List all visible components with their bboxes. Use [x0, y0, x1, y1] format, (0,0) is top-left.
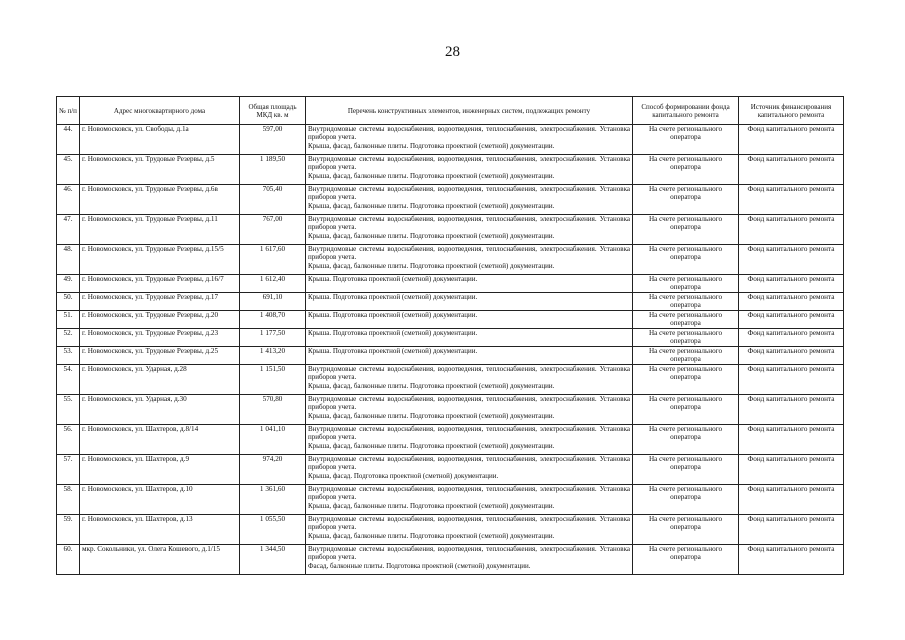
works-line: Крыша, фасад. Подготовка проектной (сметной) документации. — [308, 471, 499, 480]
row-works — [306, 311, 633, 329]
works-line: Внутридомовые системы водоснабжения, водоотведения, теплоснабжения, электроснабжения. Установка приборов учета. — [308, 545, 630, 562]
row-number: 57. — [57, 455, 80, 485]
row-source: Фонд капитального ремонта — [739, 215, 844, 245]
row-number: 50. — [57, 293, 80, 311]
row-address: г. Новомосковск, ул. Трудовые Резервы, д.6в — [80, 185, 240, 215]
row-method: На счете регионального оператора — [633, 245, 739, 275]
row-method: На счете регионального оператора — [633, 215, 739, 245]
row-address: г. Новомосковск, ул. Шахтеров, д.10 — [80, 485, 240, 515]
row-area: 691,10 — [240, 293, 306, 311]
row-area: 1 189,50 — [240, 155, 306, 185]
row-works — [306, 125, 633, 155]
works-line: Внутридомовые системы водоснабжения, водоотведения, теплоснабжения, электроснабжения. Установка приборов учета. — [308, 515, 630, 532]
row-address: г. Новомосковск, ул. Трудовые Резервы, д.15/5 — [80, 245, 240, 275]
header-address: Адрес многоквартирного дома — [80, 97, 240, 125]
works-line: Крыша, фасад, балконные плиты. Подготовка проектной (сметной) документации. — [308, 261, 555, 270]
table-row — [57, 329, 844, 347]
row-method: На счете регионального оператора — [633, 455, 739, 485]
row-area: 974,20 — [240, 455, 306, 485]
row-works — [306, 395, 633, 425]
row-number: 45. — [57, 155, 80, 185]
works-line: Крыша. Подготовка проектной (сметной) документации. — [308, 293, 478, 301]
works-line: Крыша, фасад, балконные плиты. Подготовка проектной (сметной) документации. — [308, 381, 555, 390]
row-area: 1 617,60 — [240, 245, 306, 275]
row-address: г. Новомосковск, ул. Шахтеров, д.9 — [80, 455, 240, 485]
row-method: На счете регионального оператора — [633, 185, 739, 215]
row-area: 705,40 — [240, 185, 306, 215]
row-source: Фонд капитального ремонта — [739, 545, 844, 575]
works-line: Внутридомовые системы водоснабжения, водоотведения, теплоснабжения, электроснабжения. Установка приборов учета. — [308, 365, 630, 382]
row-method: На счете регионального оператора — [633, 329, 739, 347]
row-works — [306, 215, 633, 245]
row-area: 1 413,20 — [240, 347, 306, 365]
table-row — [57, 365, 844, 395]
table-row — [57, 485, 844, 515]
works-line: Внутридомовые системы водоснабжения, водоотведения, теплоснабжения, электроснабжения. Установка приборов учета. — [308, 155, 630, 172]
row-area: 1 408,70 — [240, 311, 306, 329]
works-line: Крыша. Подготовка проектной (сметной) документации. — [308, 347, 478, 355]
row-area: 1 177,50 — [240, 329, 306, 347]
row-address: г. Новомосковск, ул. Трудовые Резервы, д.11 — [80, 215, 240, 245]
row-area: 1 041,10 — [240, 425, 306, 455]
works-line: Внутридомовые системы водоснабжения, водоотведения, теплоснабжения, электроснабжения. Установка приборов учета. — [308, 425, 630, 442]
table-row — [57, 125, 844, 155]
row-address: г. Новомосковск, ул. Ударная, д.28 — [80, 365, 240, 395]
table-row — [57, 275, 844, 293]
table-row — [57, 185, 844, 215]
row-number: 55. — [57, 395, 80, 425]
page-number: 28 — [445, 44, 460, 60]
row-method: На счете регионального оператора — [633, 125, 739, 155]
row-area: 1 055,50 — [240, 515, 306, 545]
row-number: 48. — [57, 245, 80, 275]
table-row — [57, 311, 844, 329]
row-method: На счете регионального оператора — [633, 515, 739, 545]
row-method: На счете регионального оператора — [633, 365, 739, 395]
row-source: Фонд капитального ремонта — [739, 275, 844, 293]
row-address: г. Новомосковск, ул. Трудовые Резервы, д.20 — [80, 311, 240, 329]
row-source: Фонд капитального ремонта — [739, 515, 844, 545]
works-line: Крыша, фасад, балконные плиты. Подготовка проектной (сметной) документации. — [308, 411, 555, 420]
works-line: Внутридомовые системы водоснабжения, водоотведения, теплоснабжения, электроснабжения. Установка приборов учета. — [308, 185, 630, 202]
row-number: 52. — [57, 329, 80, 347]
works-line: Крыша, фасад, балконные плиты. Подготовка проектной (сметной) документации. — [308, 201, 555, 210]
row-source: Фонд капитального ремонта — [739, 485, 844, 515]
row-area: 570,80 — [240, 395, 306, 425]
row-source: Фонд капитального ремонта — [739, 155, 844, 185]
row-number: 58. — [57, 485, 80, 515]
header-method: Способ формировании фонда капитального ремонта — [633, 97, 739, 125]
row-method: На счете регионального оператора — [633, 395, 739, 425]
row-works — [306, 245, 633, 275]
table-row — [57, 455, 844, 485]
row-works — [306, 425, 633, 455]
row-source: Фонд капитального ремонта — [739, 311, 844, 329]
works-line: Фасад, балконные плиты. Подготовка проектной (сметной) документации. — [308, 561, 531, 570]
row-method: На счете регионального оператора — [633, 545, 739, 575]
row-source: Фонд капитального ремонта — [739, 425, 844, 455]
header-source: Источник финансирования капитального ремонта — [739, 97, 844, 125]
header-number: № п/п — [57, 97, 80, 125]
header-works: Перечень конструктивных элементов, инженерных систем, подлежащих ремонту — [306, 97, 633, 125]
row-area: 1 344,50 — [240, 545, 306, 575]
row-number: 59. — [57, 515, 80, 545]
row-works — [306, 485, 633, 515]
row-address: г. Новомосковск, ул. Свободы, д.1а — [80, 125, 240, 155]
table-row — [57, 155, 844, 185]
table-row — [57, 293, 844, 311]
table-body — [57, 125, 844, 575]
works-line: Внутридомовые системы водоснабжения, водоотведения, теплоснабжения, электроснабжения. Установка приборов учета. — [308, 245, 630, 262]
row-works — [306, 329, 633, 347]
row-address: г. Новомосковск, ул. Трудовые Резервы, д.17 — [80, 293, 240, 311]
row-number: 56. — [57, 425, 80, 455]
row-number: 60. — [57, 545, 80, 575]
table-row — [57, 395, 844, 425]
row-address: г. Новомосковск, ул. Трудовые Резервы, д.5 — [80, 155, 240, 185]
works-line: Крыша. Подготовка проектной (сметной) документации. — [308, 311, 478, 319]
works-line: Крыша, фасад, балконные плиты. Подготовка проектной (сметной) документации. — [308, 231, 555, 240]
row-area: 1 151,50 — [240, 365, 306, 395]
works-line: Крыша. Подготовка проектной (сметной) документации. — [308, 275, 478, 283]
row-works — [306, 185, 633, 215]
row-method: На счете регионального оператора — [633, 425, 739, 455]
row-number: 47. — [57, 215, 80, 245]
works-line: Внутридомовые системы водоснабжения, водоотведения, теплоснабжения, электроснабжения. Установка приборов учета. — [308, 395, 630, 412]
row-source: Фонд капитального ремонта — [739, 125, 844, 155]
works-line: Крыша, фасад, балконные плиты. Подготовка проектной (сметной) документации. — [308, 171, 555, 180]
table-row — [57, 347, 844, 365]
row-source: Фонд капитального ремонта — [739, 395, 844, 425]
row-source: Фонд капитального ремонта — [739, 365, 844, 395]
row-area: 767,00 — [240, 215, 306, 245]
row-works — [306, 155, 633, 185]
works-line: Внутридомовые системы водоснабжения, водоотведения, теплоснабжения, электроснабжения. Установка приборов учета. — [308, 125, 630, 142]
row-source: Фонд капитального ремонта — [739, 347, 844, 365]
row-address: г. Новомосковск, ул. Трудовые Резервы, д.23 — [80, 329, 240, 347]
row-address: г. Новомосковск, ул. Трудовые Резервы, д.16/7 — [80, 275, 240, 293]
header-area: Общая площадь МКД кв. м — [240, 97, 306, 125]
row-number: 54. — [57, 365, 80, 395]
row-method: На счете регионального оператора — [633, 311, 739, 329]
row-method: На счете регионального оператора — [633, 347, 739, 365]
row-source: Фонд капитального ремонта — [739, 185, 844, 215]
row-source: Фонд капитального ремонта — [739, 329, 844, 347]
row-number: 51. — [57, 311, 80, 329]
row-works — [306, 455, 633, 485]
row-method: На счете регионального оператора — [633, 293, 739, 311]
row-number: 44. — [57, 125, 80, 155]
row-number: 53. — [57, 347, 80, 365]
row-address: г. Новомосковск, ул. Трудовые Резервы, д.25 — [80, 347, 240, 365]
row-number: 46. — [57, 185, 80, 215]
row-address: г. Новомосковск, ул. Шахтеров, д.8/14 — [80, 425, 240, 455]
row-address: г. Новомосковск, ул. Ударная, д.30 — [80, 395, 240, 425]
works-line: Крыша, фасад, балконные плиты. Подготовка проектной (сметной) документации. — [308, 531, 555, 540]
row-works — [306, 545, 633, 575]
works-line: Крыша, фасад, балконные плиты. Подготовка проектной (сметной) документации. — [308, 141, 555, 150]
works-line: Крыша, фасад, балконные плиты. Подготовка проектной (сметной) документации. — [308, 441, 555, 450]
row-works — [306, 293, 633, 311]
row-method: На счете регионального оператора — [633, 485, 739, 515]
row-area: 1 361,60 — [240, 485, 306, 515]
row-source: Фонд капитального ремонта — [739, 455, 844, 485]
table-row — [57, 215, 844, 245]
row-address: г. Новомосковск, ул. Шахтеров, д.13 — [80, 515, 240, 545]
works-line: Внутридомовые системы водоснабжения, водоотведения, теплоснабжения, электроснабжения. Установка приборов учета. — [308, 485, 630, 502]
row-area: 597,00 — [240, 125, 306, 155]
row-works — [306, 347, 633, 365]
repair-program-table — [56, 96, 844, 575]
row-works — [306, 275, 633, 293]
row-area: 1 612,40 — [240, 275, 306, 293]
row-method: На счете регионального оператора — [633, 155, 739, 185]
works-line: Крыша, фасад, балконные плиты. Подготовка проектной (сметной) документации. — [308, 501, 555, 510]
table-row — [57, 545, 844, 575]
table-header-row — [57, 97, 844, 125]
row-works — [306, 515, 633, 545]
works-line: Внутридомовые системы водоснабжения, водоотведения, теплоснабжения, электроснабжения. Установка приборов учета. — [308, 455, 630, 472]
row-number: 49. — [57, 275, 80, 293]
table-row — [57, 515, 844, 545]
row-method: На счете регионального оператора — [633, 275, 739, 293]
row-source: Фонд капитального ремонта — [739, 293, 844, 311]
row-works — [306, 365, 633, 395]
works-line: Внутридомовые системы водоснабжения, водоотведения, теплоснабжения, электроснабжения. Установка приборов учета. — [308, 215, 630, 232]
table-row — [57, 425, 844, 455]
row-source: Фонд капитального ремонта — [739, 245, 844, 275]
row-address: мкр. Сокольники, ул. Олега Кошевого, д.1/15 — [80, 545, 240, 575]
table-row — [57, 245, 844, 275]
works-line: Крыша. Подготовка проектной (сметной) документации. — [308, 329, 478, 337]
